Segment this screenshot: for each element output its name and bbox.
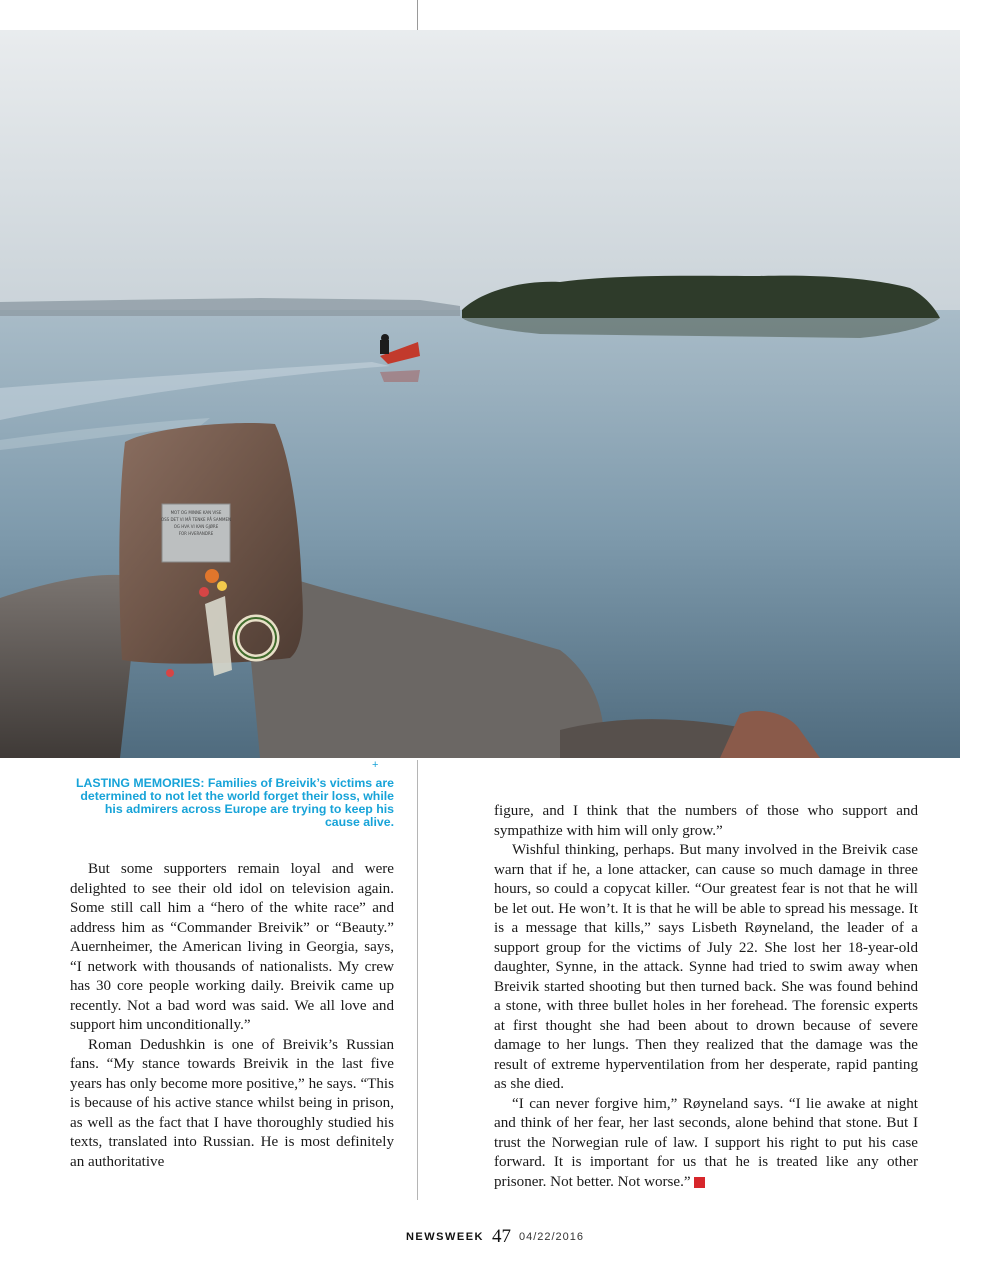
page-footer [0, 1226, 990, 1248]
plaque-line-1: MOT OG MINNE KAN VISE [170, 510, 222, 515]
caption-text: Families of Breivik’s victims are determined to not let the world forget their loss, while his admirers across Europe are trying to keep his cause alive. [80, 776, 394, 829]
left-column [70, 860, 394, 1172]
caption-marker: + [372, 759, 379, 771]
page-number: 47 [491, 1226, 511, 1247]
right-paragraph-3 [494, 1095, 918, 1193]
plaque-line-3: OG HVA VI KAN GJØRE [173, 524, 219, 529]
plaque-line-4: FOR HVERANDRE [178, 531, 214, 536]
right-paragraph-2: Wishful thinking, perhaps. But many involved in the Breivik case warn that if he, a lone attacker, can cause so much damage in three hours, so could a copycat killer. “Our greatest fear is not that he will be let out. He won’t. It is that he will be able to spread his message. It is a message that kills,” says Lisbeth Røyneland, the leader of a support group for the victims of July 22. She lost her 18-year-old daughter, Synne, in the attack. Synne had tried to swim away when Breivik started shooting but then turned back. She was found behind a stone, with three bullet holes in her forehead. The forensic experts at first thought she had been about to drown because of severe damage to her lungs. Then they realized that the damage was the result of extreme hyperventilation from her desperate, rapid panting as she died. [494, 842, 918, 1092]
plaque-line-2: OSS DET VI MÅ TENKE PÅ SAMMEN [160, 517, 232, 522]
caption-lead: LASTING MEMORIES: [76, 776, 205, 790]
left-paragraph-2: Roman Dedushkin is one of Breivik’s Russian fans. “My stance towards Breivik in the last five years has only become more positive,” he says. “This is because of his active stance whilst being in prison, as well as the fact that I have thoroughly studied his texts, translated into Russian. He is most definitely an authoritative [70, 1036, 394, 1170]
right-paragraph-1: figure, and I think that the numbers of those who support and sympathize with him will only grow.” [494, 803, 918, 839]
column-divider [417, 760, 418, 1200]
right-paragraph-3-text: “I can never forgive him,” Røyneland says. “I lie awake at night and think of her fear, her last seconds, alone behind that stone. But I trust the Norwegian rule of law. I support his right to put his case forward. It is important for us that he is treated like any other prisoner. Not better. Not worse.” [494, 1095, 918, 1190]
right-column [494, 802, 918, 1192]
photo-caption [70, 777, 394, 829]
footer-brand: NEWSWEEK [405, 1231, 484, 1243]
left-paragraph-1: But some supporters remain loyal and were delighted to see their old idol on television again. Some still call him a “hero of the white race” and address him as “Commander Breivik” or “Beauty.” Auernheimer, the American living in Georgia, says, “I network with thousands of nationalists. My crew has 30 core people working daily. Breivik came up recently. Not a bad word was said. We all love and support him unconditionally.” [70, 861, 394, 1033]
memorial-photo [0, 30, 960, 758]
issue-date: 04/22/2016 [518, 1231, 585, 1243]
top-column-rule [417, 0, 418, 30]
newsweek-end-mark-icon: N [694, 1177, 705, 1188]
